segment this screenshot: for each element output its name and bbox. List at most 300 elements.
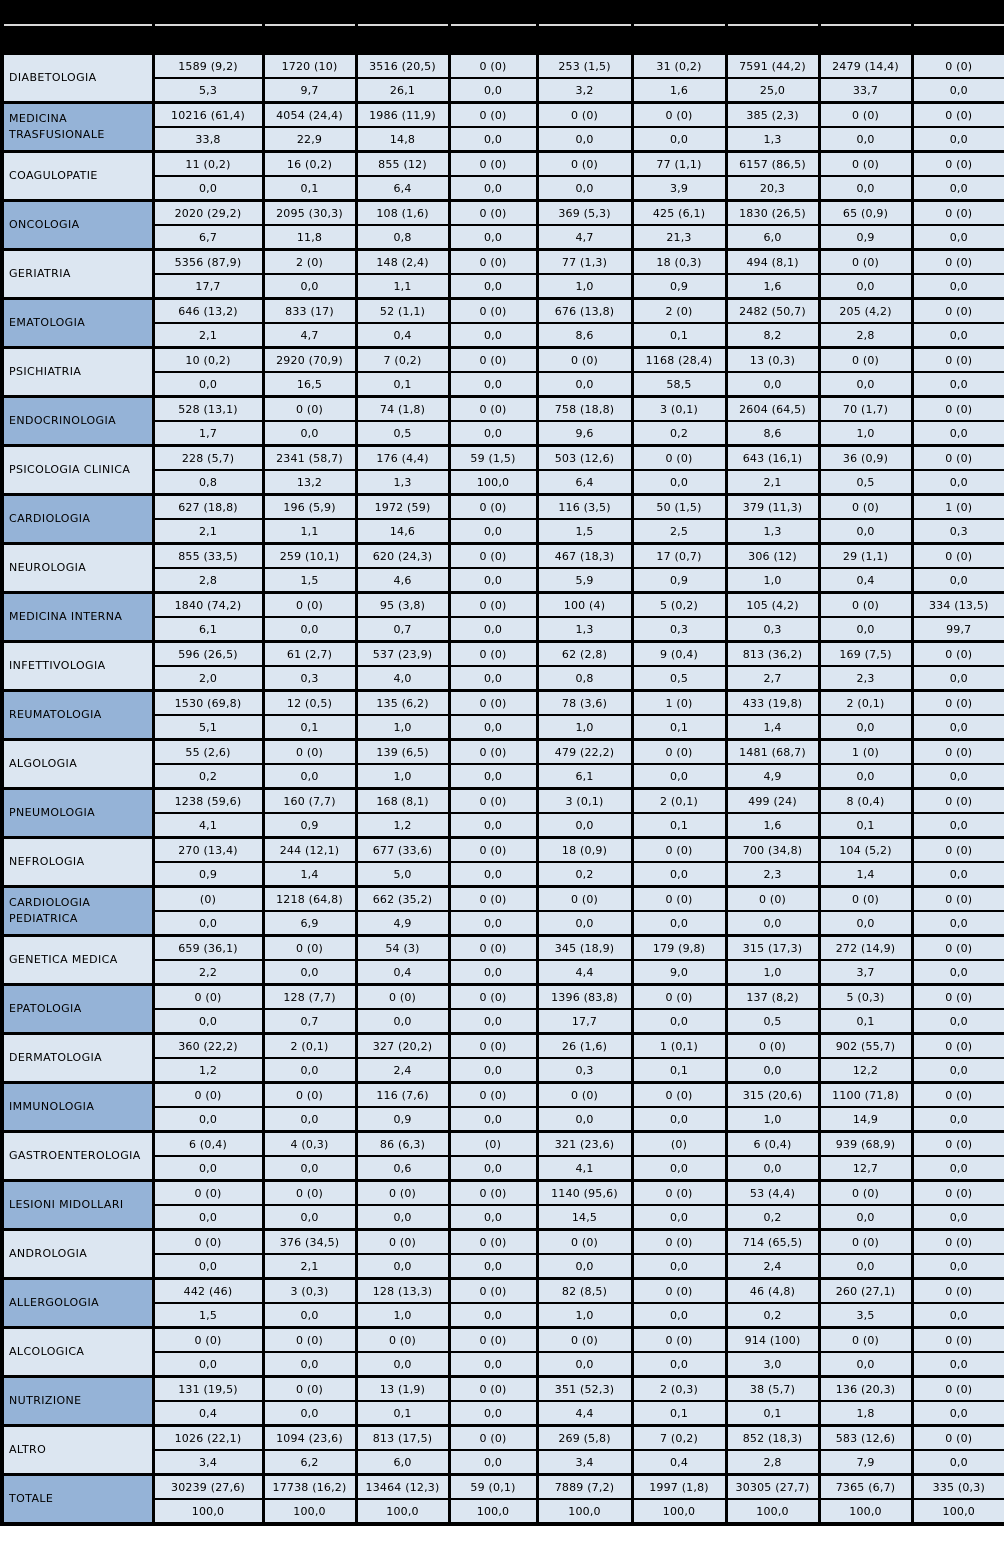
count-cell: 131 (19,5) (153, 1377, 263, 1402)
count-cell: 385 (2,3) (726, 103, 819, 128)
pct-cell: 2,7 (726, 666, 819, 691)
count-cell: 70 (1,7) (819, 397, 912, 422)
pct-cell: 1,6 (632, 78, 726, 103)
pct-cell: 0,0 (819, 1205, 912, 1230)
count-cell: 62 (2,8) (537, 642, 632, 667)
pct-cell: 100,0 (726, 1499, 819, 1524)
count-cell: 0 (0) (912, 103, 1004, 128)
table-row (2, 789, 1004, 814)
pct-cell: 0,5 (819, 470, 912, 495)
table-row (2, 348, 1004, 373)
pct-cell: 0,1 (263, 176, 356, 201)
pct-cell: 0,0 (449, 715, 537, 740)
pct-cell: 12,7 (819, 1156, 912, 1181)
count-cell: 852 (18,3) (726, 1426, 819, 1451)
count-cell: 425 (6,1) (632, 201, 726, 226)
pct-cell: 0,0 (632, 911, 726, 936)
count-cell: 137 (8,2) (726, 985, 819, 1010)
pct-cell: 3,0 (726, 1352, 819, 1377)
row-label: ALTRO (2, 1426, 153, 1475)
row-label: COAGULOPATIE (2, 152, 153, 201)
count-cell: 0 (0) (449, 985, 537, 1010)
pct-cell: 33,8 (153, 127, 263, 152)
count-cell: 528 (13,1) (153, 397, 263, 422)
pct-cell: 4,6 (356, 568, 449, 593)
table-row (2, 617, 1004, 642)
count-cell: 4 (0,3) (263, 1132, 356, 1157)
count-cell: (0) (449, 1132, 537, 1157)
header-row-2 (2, 25, 1004, 54)
header-row-1 (2, 2, 1004, 25)
pct-cell: 0,4 (632, 1450, 726, 1475)
count-cell: 12 (0,5) (263, 691, 356, 716)
count-cell: 260 (27,1) (819, 1279, 912, 1304)
header-cell (819, 2, 912, 25)
count-cell: 0 (0) (632, 887, 726, 912)
count-cell: 2341 (58,7) (263, 446, 356, 471)
count-cell: 1168 (28,4) (632, 348, 726, 373)
header-cell (912, 25, 1004, 54)
count-cell: 0 (0) (819, 1181, 912, 1206)
header-cell (912, 2, 1004, 25)
pct-cell: 0,0 (449, 323, 537, 348)
count-cell: 77 (1,3) (537, 250, 632, 275)
count-cell: 700 (34,8) (726, 838, 819, 863)
pct-cell: 2,4 (726, 1254, 819, 1279)
count-cell: 0 (0) (449, 201, 537, 226)
pct-cell: 13,2 (263, 470, 356, 495)
table-row (2, 936, 1004, 961)
count-cell: 77 (1,1) (632, 152, 726, 177)
pct-cell: 0,8 (356, 225, 449, 250)
count-cell: 148 (2,4) (356, 250, 449, 275)
count-cell: 3 (0,1) (537, 789, 632, 814)
count-cell: 0 (0) (449, 250, 537, 275)
count-cell: 108 (1,6) (356, 201, 449, 226)
count-cell: 0 (0) (449, 642, 537, 667)
count-cell: 0 (0) (153, 1181, 263, 1206)
count-cell: 2479 (14,4) (819, 54, 912, 79)
pct-cell: 1,7 (153, 421, 263, 446)
pct-cell: 3,4 (153, 1450, 263, 1475)
pct-cell: 0,0 (153, 1156, 263, 1181)
count-cell: 315 (20,6) (726, 1083, 819, 1108)
table-row (2, 1279, 1004, 1304)
count-cell: 16 (0,2) (263, 152, 356, 177)
pct-cell: 0,0 (819, 372, 912, 397)
count-cell: 1238 (59,6) (153, 789, 263, 814)
count-cell: 78 (3,6) (537, 691, 632, 716)
pct-cell: 0,0 (449, 911, 537, 936)
table-row (2, 152, 1004, 177)
count-cell: 205 (4,2) (819, 299, 912, 324)
count-cell: 0 (0) (449, 1230, 537, 1255)
table-row (2, 1475, 1004, 1500)
count-cell: 334 (13,5) (912, 593, 1004, 618)
table-row (2, 372, 1004, 397)
count-cell: 0 (0) (449, 1426, 537, 1451)
count-cell: 0 (0) (912, 1083, 1004, 1108)
pct-cell: 17,7 (153, 274, 263, 299)
count-cell: 813 (36,2) (726, 642, 819, 667)
pct-cell: 0,7 (263, 1009, 356, 1034)
pct-cell: 9,6 (537, 421, 632, 446)
count-cell: 379 (11,3) (726, 495, 819, 520)
count-cell: 627 (18,8) (153, 495, 263, 520)
count-cell: 0 (0) (449, 691, 537, 716)
count-cell: 0 (0) (912, 348, 1004, 373)
pct-cell: 0,0 (912, 1156, 1004, 1181)
count-cell: 0 (0) (263, 397, 356, 422)
row-label: ALGOLOGIA (2, 740, 153, 789)
pct-cell: 0,3 (912, 519, 1004, 544)
count-cell: 0 (0) (449, 740, 537, 765)
count-cell: 7365 (6,7) (819, 1475, 912, 1500)
count-cell: 10 (0,2) (153, 348, 263, 373)
table-row (2, 740, 1004, 765)
pct-cell: 0,1 (356, 1401, 449, 1426)
count-cell: 360 (22,2) (153, 1034, 263, 1059)
pct-cell: 0,0 (356, 1352, 449, 1377)
count-cell: 1997 (1,8) (632, 1475, 726, 1500)
count-cell: 0 (0) (912, 1181, 1004, 1206)
table-row (2, 1132, 1004, 1157)
count-cell: 0 (0) (912, 740, 1004, 765)
row-label: PSICHIATRIA (2, 348, 153, 397)
count-cell: 0 (0) (449, 1377, 537, 1402)
count-cell: 643 (16,1) (726, 446, 819, 471)
pct-cell: 0,0 (632, 1009, 726, 1034)
count-cell: 0 (0) (726, 887, 819, 912)
count-cell: 855 (33,5) (153, 544, 263, 569)
count-cell: 1 (0) (819, 740, 912, 765)
count-cell: 36 (0,9) (819, 446, 912, 471)
table-row (2, 446, 1004, 471)
count-cell: 939 (68,9) (819, 1132, 912, 1157)
pct-cell: 1,2 (356, 813, 449, 838)
table-row (2, 764, 1004, 789)
pct-cell: 0,7 (356, 617, 449, 642)
count-cell: 116 (7,6) (356, 1083, 449, 1108)
pct-cell: 0,0 (912, 470, 1004, 495)
pct-cell: 2,8 (819, 323, 912, 348)
header-cell (537, 2, 632, 25)
pct-cell: 1,1 (263, 519, 356, 544)
pct-cell: 0,3 (632, 617, 726, 642)
pct-cell: 0,0 (819, 1352, 912, 1377)
count-cell: (0) (632, 1132, 726, 1157)
pct-cell: 6,0 (726, 225, 819, 250)
row-label: EPATOLOGIA (2, 985, 153, 1034)
pct-cell: 6,9 (263, 911, 356, 936)
count-cell: 0 (0) (537, 887, 632, 912)
count-cell: 3516 (20,5) (356, 54, 449, 79)
pct-cell: 0,0 (819, 764, 912, 789)
count-cell: 659 (36,1) (153, 936, 263, 961)
pct-cell: 3,9 (632, 176, 726, 201)
count-cell: 1830 (26,5) (726, 201, 819, 226)
pct-cell: 0,0 (912, 127, 1004, 152)
pct-cell: 0,0 (819, 127, 912, 152)
count-cell: 0 (0) (632, 103, 726, 128)
pct-cell: 1,4 (726, 715, 819, 740)
count-cell: 0 (0) (263, 1083, 356, 1108)
pct-cell: 2,1 (263, 1254, 356, 1279)
row-label: TOTALE (2, 1475, 153, 1525)
count-cell: 30305 (27,7) (726, 1475, 819, 1500)
count-cell: 833 (17) (263, 299, 356, 324)
count-cell: 168 (8,1) (356, 789, 449, 814)
pct-cell: 0,0 (263, 960, 356, 985)
header-cell (726, 2, 819, 25)
pct-cell: 0,0 (537, 1254, 632, 1279)
count-cell: 662 (35,2) (356, 887, 449, 912)
pct-cell: 11,8 (263, 225, 356, 250)
pct-cell: 0,8 (153, 470, 263, 495)
pct-cell: 0,0 (912, 1254, 1004, 1279)
count-cell: 0 (0) (819, 152, 912, 177)
pct-cell: 0,0 (912, 1450, 1004, 1475)
pct-cell: 4,7 (537, 225, 632, 250)
count-cell: 272 (14,9) (819, 936, 912, 961)
count-cell: 0 (0) (912, 1426, 1004, 1451)
count-cell: 0 (0) (449, 789, 537, 814)
count-cell: 2 (0,1) (263, 1034, 356, 1059)
row-label: CARDIOLOGIA (2, 495, 153, 544)
pct-cell: 17,7 (537, 1009, 632, 1034)
pct-cell: 0,0 (449, 1450, 537, 1475)
pct-cell: 0,0 (912, 862, 1004, 887)
count-cell: 1720 (10) (263, 54, 356, 79)
count-cell: 82 (8,5) (537, 1279, 632, 1304)
count-cell: 74 (1,8) (356, 397, 449, 422)
row-label: GENETICA MEDICA (2, 936, 153, 985)
pct-cell: 0,9 (356, 1107, 449, 1132)
pct-cell: 0,0 (449, 1156, 537, 1181)
pct-cell: 100,0 (449, 1499, 537, 1524)
pct-cell: 4,4 (537, 960, 632, 985)
pct-cell: 0,9 (632, 274, 726, 299)
table-row (2, 176, 1004, 201)
header-cell (153, 2, 263, 25)
count-cell: 17 (0,7) (632, 544, 726, 569)
pct-cell: 0,0 (537, 1352, 632, 1377)
table-row (2, 1328, 1004, 1353)
pct-cell: 100,0 (356, 1499, 449, 1524)
pct-cell: 0,0 (356, 1009, 449, 1034)
count-cell: 0 (0) (632, 985, 726, 1010)
count-cell: 646 (13,2) (153, 299, 263, 324)
count-cell: 9 (0,4) (632, 642, 726, 667)
count-cell: 0 (0) (912, 446, 1004, 471)
pct-cell: 0,0 (449, 274, 537, 299)
table-row (2, 495, 1004, 520)
row-label: PSICOLOGIA CLINICA (2, 446, 153, 495)
pct-cell: 2,2 (153, 960, 263, 985)
count-cell: 53 (4,4) (726, 1181, 819, 1206)
pct-cell: 0,0 (263, 1107, 356, 1132)
header-cell (537, 25, 632, 54)
pct-cell: 0,4 (153, 1401, 263, 1426)
count-cell: 1530 (69,8) (153, 691, 263, 716)
table-row (2, 323, 1004, 348)
pct-cell: 0,0 (449, 78, 537, 103)
pct-cell: 1,0 (537, 274, 632, 299)
pct-cell: 0,1 (632, 1058, 726, 1083)
table-row (2, 201, 1004, 226)
count-cell: 0 (0) (449, 1279, 537, 1304)
header-cell (356, 25, 449, 54)
count-cell: 0 (0) (537, 1230, 632, 1255)
count-cell: 0 (0) (819, 250, 912, 275)
count-cell: 5 (0,3) (819, 985, 912, 1010)
pct-cell: 6,1 (153, 617, 263, 642)
pct-cell: 1,3 (537, 617, 632, 642)
pct-cell: 0,0 (449, 960, 537, 985)
count-cell: 179 (9,8) (632, 936, 726, 961)
count-cell: 160 (7,7) (263, 789, 356, 814)
count-cell: 0 (0) (912, 250, 1004, 275)
pct-cell: 0,0 (263, 1401, 356, 1426)
count-cell: 351 (52,3) (537, 1377, 632, 1402)
count-cell: 2 (0,1) (819, 691, 912, 716)
pct-cell: 0,0 (912, 1303, 1004, 1328)
count-cell: 8 (0,4) (819, 789, 912, 814)
pct-cell: 5,1 (153, 715, 263, 740)
pct-cell: 0,0 (263, 764, 356, 789)
header-cell (263, 25, 356, 54)
table-row (2, 862, 1004, 887)
pct-cell: 0,0 (912, 813, 1004, 838)
pct-cell: 4,4 (537, 1401, 632, 1426)
count-cell: 583 (12,6) (819, 1426, 912, 1451)
pct-cell: 3,7 (819, 960, 912, 985)
table-row (2, 887, 1004, 912)
pct-cell: 1,0 (537, 1303, 632, 1328)
count-cell: 0 (0) (819, 1328, 912, 1353)
table-row (2, 274, 1004, 299)
count-cell: 18 (0,9) (537, 838, 632, 863)
count-cell: 13 (1,9) (356, 1377, 449, 1402)
pct-cell: 0,0 (449, 764, 537, 789)
pct-cell: 0,0 (912, 1107, 1004, 1132)
pct-cell: 0,0 (912, 764, 1004, 789)
pct-cell: 0,0 (726, 1156, 819, 1181)
table-row (2, 470, 1004, 495)
pct-cell: 0,0 (912, 372, 1004, 397)
count-cell: 327 (20,2) (356, 1034, 449, 1059)
count-cell: 0 (0) (449, 1034, 537, 1059)
count-cell: 1840 (74,2) (153, 593, 263, 618)
pct-cell: 2,3 (819, 666, 912, 691)
pct-cell: 0,0 (449, 1254, 537, 1279)
row-label: EMATOLOGIA (2, 299, 153, 348)
count-cell: 306 (12) (726, 544, 819, 569)
count-cell: 0 (0) (263, 1328, 356, 1353)
pct-cell: 14,5 (537, 1205, 632, 1230)
table-row (2, 1450, 1004, 1475)
pct-cell: 0,0 (153, 1107, 263, 1132)
count-cell: 61 (2,7) (263, 642, 356, 667)
count-cell: 0 (0) (912, 201, 1004, 226)
pct-cell: 26,1 (356, 78, 449, 103)
pct-cell: 6,2 (263, 1450, 356, 1475)
pct-cell: 1,0 (356, 764, 449, 789)
pct-cell: 0,2 (632, 421, 726, 446)
pct-cell: 0,0 (449, 862, 537, 887)
pct-cell: 1,0 (819, 421, 912, 446)
count-cell: 677 (33,6) (356, 838, 449, 863)
pct-cell: 0,0 (819, 1254, 912, 1279)
row-label: REUMATOLOGIA (2, 691, 153, 740)
pct-cell: 1,2 (153, 1058, 263, 1083)
pct-cell: 0,0 (912, 1352, 1004, 1377)
row-label: ANDROLOGIA (2, 1230, 153, 1279)
pct-cell: 0,0 (819, 617, 912, 642)
count-cell: 17738 (16,2) (263, 1475, 356, 1500)
table-row (2, 397, 1004, 422)
count-cell: 0 (0) (819, 887, 912, 912)
pct-cell: 100,0 (263, 1499, 356, 1524)
count-cell: 0 (0) (263, 1377, 356, 1402)
pct-cell: 0,0 (912, 323, 1004, 348)
pct-cell: 0,0 (819, 176, 912, 201)
pct-cell: 16,5 (263, 372, 356, 397)
pct-cell: 0,1 (632, 1401, 726, 1426)
pct-cell: 0,9 (263, 813, 356, 838)
count-cell: 95 (3,8) (356, 593, 449, 618)
table-row (2, 544, 1004, 569)
pct-cell: 1,4 (263, 862, 356, 887)
table-row (2, 299, 1004, 324)
pct-cell: 58,5 (632, 372, 726, 397)
table-row (2, 1377, 1004, 1402)
header-cell (153, 25, 263, 54)
count-cell: 0 (0) (912, 152, 1004, 177)
count-cell: 6 (0,4) (726, 1132, 819, 1157)
pct-cell: 0,0 (449, 617, 537, 642)
table-row (2, 1205, 1004, 1230)
pct-cell: 0,0 (449, 1107, 537, 1132)
count-cell: 0 (0) (632, 1230, 726, 1255)
pct-cell: 0,0 (912, 1205, 1004, 1230)
pct-cell: 0,1 (356, 372, 449, 397)
count-cell: 0 (0) (912, 1132, 1004, 1157)
count-cell: 2482 (50,7) (726, 299, 819, 324)
pct-cell: 1,0 (356, 1303, 449, 1328)
count-cell: 169 (7,5) (819, 642, 912, 667)
pct-cell: 0,1 (632, 715, 726, 740)
row-label: GASTROENTEROLOGIA (2, 1132, 153, 1181)
pct-cell: 0,0 (153, 1205, 263, 1230)
count-cell: 0 (0) (819, 1230, 912, 1255)
count-cell: 0 (0) (449, 887, 537, 912)
pct-cell: 0,6 (356, 1156, 449, 1181)
table-row (2, 1499, 1004, 1524)
count-cell: 18 (0,3) (632, 250, 726, 275)
pct-cell: 0,1 (726, 1401, 819, 1426)
count-cell: 7889 (7,2) (537, 1475, 632, 1500)
pct-cell: 8,6 (726, 421, 819, 446)
count-cell: 2020 (29,2) (153, 201, 263, 226)
pct-cell: 4,1 (153, 813, 263, 838)
count-cell: 0 (0) (449, 495, 537, 520)
count-cell: 0 (0) (912, 887, 1004, 912)
row-label: NEUROLOGIA (2, 544, 153, 593)
pct-cell: 0,0 (263, 1303, 356, 1328)
table-row (2, 1009, 1004, 1034)
pct-cell: 0,0 (912, 568, 1004, 593)
